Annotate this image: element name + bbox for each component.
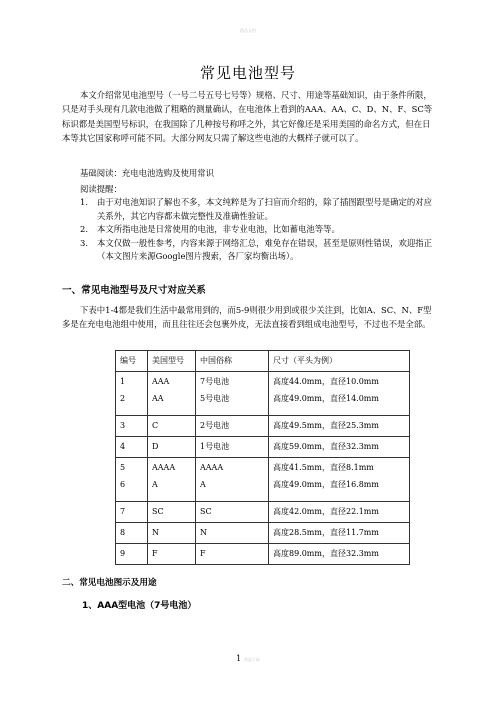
basic-reading-link[interactable]: 基础阅读：充电电池选购及使用常识 xyxy=(80,168,214,178)
cell-line: 7号电池 xyxy=(200,377,230,386)
notes-list xyxy=(62,196,438,264)
cell-us-model xyxy=(148,458,196,502)
header-cell-size: 尺寸（平头为例） xyxy=(269,351,410,372)
note-text: 本文仅做一般性参考，内容来源于网络汇总，难免存在错误，甚至是原则性错误，欢迎指正（本文图片来源Google图片搜索，各厂家均衡出场）。 xyxy=(97,237,432,262)
cell-number: 9 xyxy=(116,544,148,565)
cell-number: 4 xyxy=(116,437,148,458)
note-item xyxy=(62,237,438,264)
cell-size xyxy=(269,372,410,416)
cell-line: 高度44.0mm，直径10.0mm xyxy=(273,377,379,386)
table-row xyxy=(116,544,410,565)
cell-cn-name: N xyxy=(196,523,269,544)
cell-line: 2 xyxy=(120,394,126,403)
table-row xyxy=(116,416,410,437)
note-text: 本文所指电池是日常使用的电池，非专业电池，比如蓄电池等等。 xyxy=(97,224,340,235)
table-row xyxy=(116,458,410,502)
document-title: 常见电池型号 xyxy=(199,64,296,82)
cell-us-model xyxy=(148,372,196,416)
cell-cn-name: F xyxy=(196,544,269,565)
cell-line: AAAA xyxy=(200,463,224,472)
page-footer xyxy=(0,654,496,663)
cell-line: 6 xyxy=(120,480,126,489)
footer-watermark: 欢迎下载 xyxy=(243,657,260,662)
note-number: 1. xyxy=(80,197,88,207)
cell-size: 高度49.5mm，直径25.3mm xyxy=(269,416,410,437)
cell-line: 5号电池 xyxy=(200,394,230,403)
section1-paragraph: 下表中1-4都是我们生活中最常用到的，而5-9则很少用到或很少关注到，比如A、SC、N、F型多是在充电电池组中使用，而且往往还会包裹外皮，无法直接看到组成电池型号，不过也不是全部。 xyxy=(62,305,432,330)
note-item xyxy=(62,196,438,223)
cell-size: 高度59.0mm，直径32.3mm xyxy=(269,437,410,458)
section1-heading: 一、常见电池型号及尺寸对应关系 xyxy=(62,285,206,296)
cell-size: 高度89.0mm，直径32.3mm xyxy=(269,544,410,565)
note-item xyxy=(62,223,438,237)
table-header-row xyxy=(116,351,410,372)
battery-model-table xyxy=(115,350,410,565)
cell-number: 7 xyxy=(116,502,148,523)
table-row xyxy=(116,437,410,458)
note-text: 由于对电池知识了解也不多，本文纯粹是为了扫盲而介绍的，除了插图跟型号是确定的对应关系外，其它内容都未做完整性及准确性验证。 xyxy=(97,197,432,221)
cell-line: 高度41.5mm，直径8.1mm xyxy=(273,463,374,472)
cell-us-model: N xyxy=(148,523,196,544)
cell-line: AAAA xyxy=(152,463,176,472)
note-number: 2. xyxy=(80,224,88,235)
table-row xyxy=(116,502,410,523)
cell-size xyxy=(269,458,410,502)
cell-size: 高度28.5mm，直径11.7mm xyxy=(269,523,410,544)
cell-line: AA xyxy=(152,394,164,403)
cell-line: 高度49.0mm，直径14.0mm xyxy=(273,394,379,403)
cell-cn-name xyxy=(196,372,269,416)
header-watermark: 精品文档 xyxy=(240,28,256,33)
header-cell-cn-name: 中国俗称 xyxy=(196,351,269,372)
cell-line: 高度49.0mm，直径16.8mm xyxy=(273,480,379,489)
section2-subheading: 1、AAA型电池（7号电池） xyxy=(82,601,197,611)
cell-number: 3 xyxy=(116,416,148,437)
cell-cn-name xyxy=(196,458,269,502)
cell-us-model: SC xyxy=(148,502,196,523)
cell-cn-name: 1号电池 xyxy=(196,437,269,458)
cell-us-model: C xyxy=(148,416,196,437)
section2-heading: 二、常见电池图示及用途 xyxy=(62,578,157,588)
table-row xyxy=(116,372,410,416)
table-row xyxy=(116,523,410,544)
cell-number xyxy=(116,458,148,502)
cell-number: 8 xyxy=(116,523,148,544)
cell-cn-name: 2号电池 xyxy=(196,416,269,437)
header-cell-number: 编号 xyxy=(116,351,148,372)
cell-size: 高度42.0mm，直径22.1mm xyxy=(269,502,410,523)
cell-line: 1 xyxy=(120,377,126,386)
cell-line: AAA xyxy=(152,377,170,386)
cell-us-model: D xyxy=(148,437,196,458)
cell-line: 5 xyxy=(120,463,126,472)
cell-us-model: F xyxy=(148,544,196,565)
cell-number xyxy=(116,372,148,416)
cell-line: A xyxy=(200,480,206,489)
page-number: 1 xyxy=(236,654,242,663)
note-number: 3. xyxy=(80,237,88,248)
reading-hint-label: 阅读提醒： xyxy=(80,184,122,194)
cell-cn-name: SC xyxy=(196,502,269,523)
intro-paragraph: 本文介绍常见电池型号（一号二号五号七号等）规格、尺寸、用途等基础知识，由于条件所限，只是对手头现有几款电池做了粗略的测量确认，在电池体上看到的AAA、AA、C、D、N、F、SC等标识都是美国型号标识，在我国除了几种按号称呼之外，其它好像还是采用美国的命名方式，但在日本等其它国家称呼可能不同。大部分网友只需了解这些电池的大概样子就可以了。 xyxy=(62,90,433,144)
header-cell-us-model: 美国型号 xyxy=(148,351,196,372)
cell-line: A xyxy=(152,480,158,489)
